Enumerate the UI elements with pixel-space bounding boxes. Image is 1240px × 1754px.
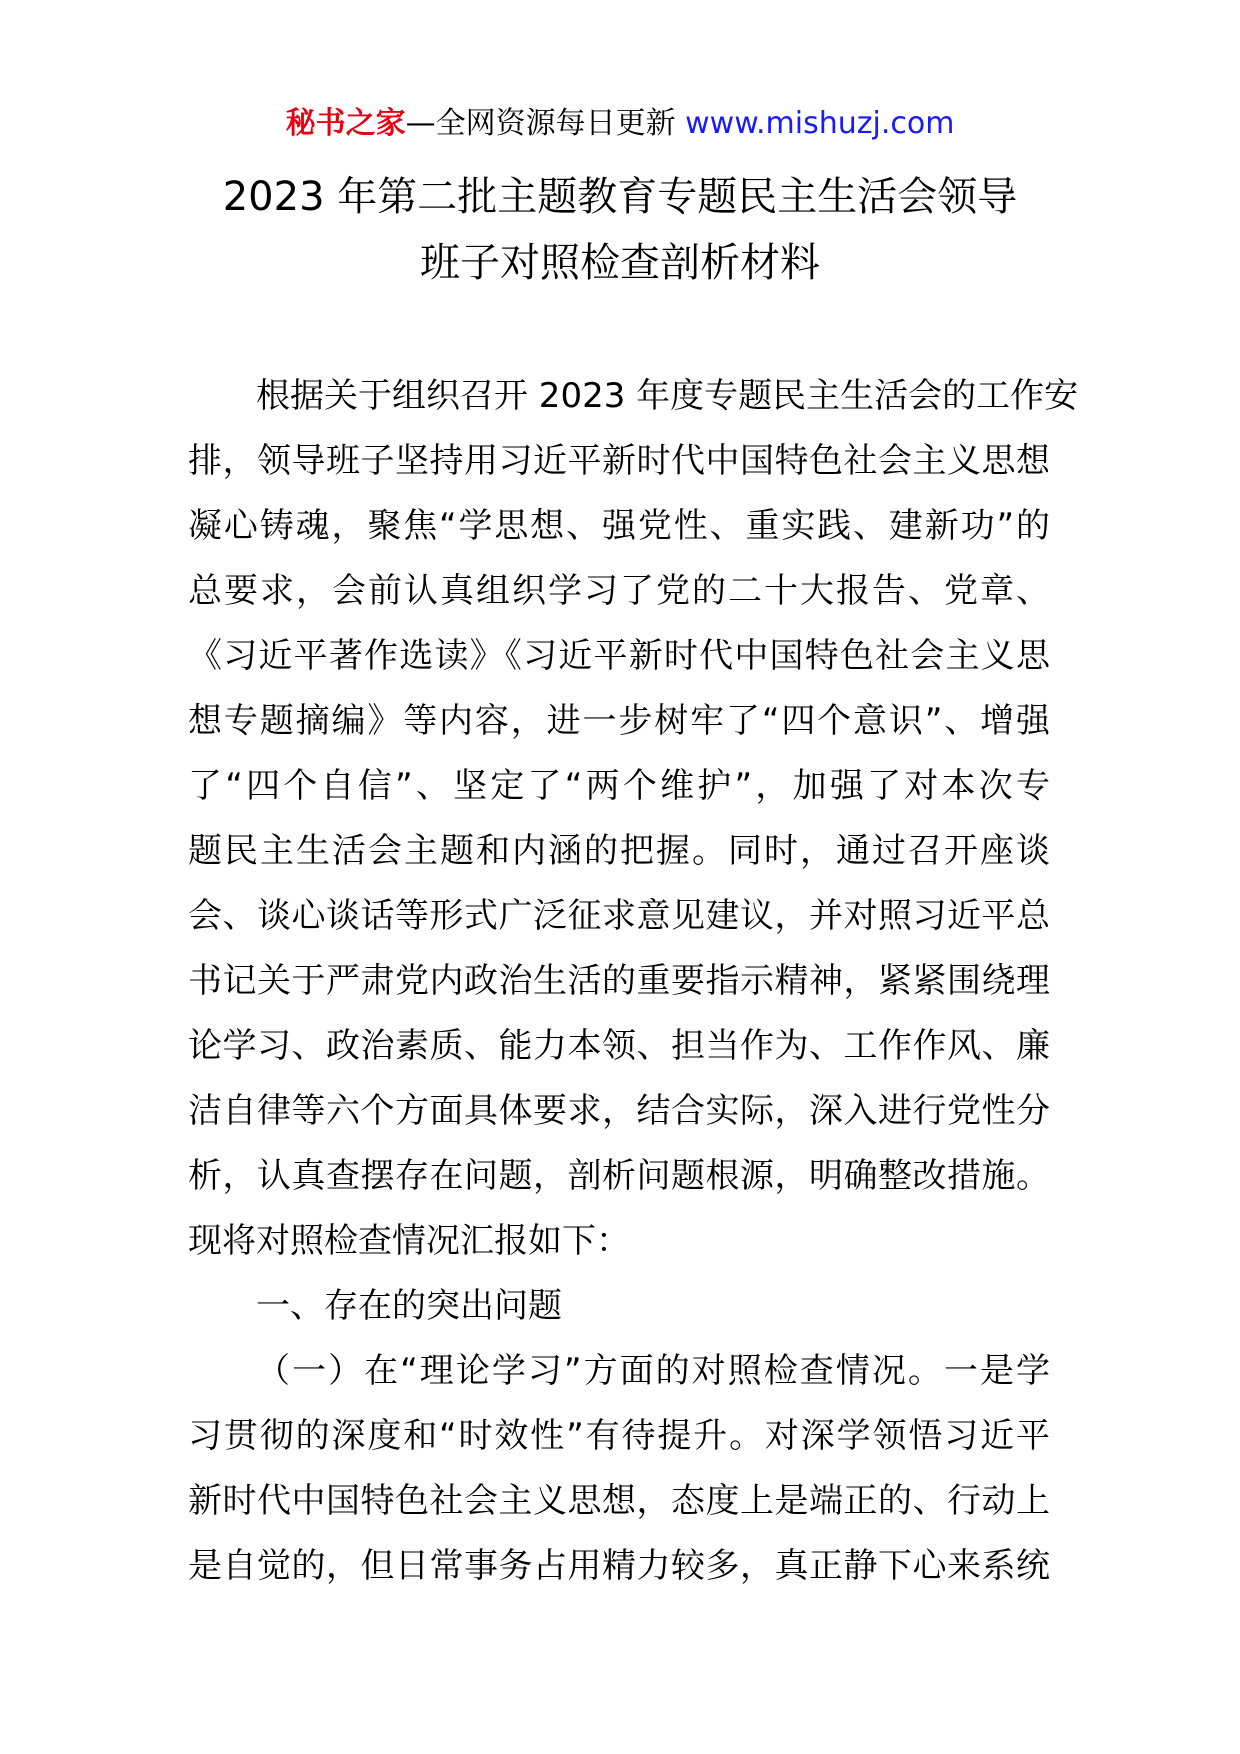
body-line: 论学习、政治素质、能力本领、担当作为、工作作风、廉 <box>188 1026 1050 1066</box>
body-line: 想专题摘编》等内容，进一步树牢了“四个意识”、增强 <box>188 701 1050 741</box>
watermark-header <box>0 104 1240 144</box>
body-line: 凝心铸魂，聚焦“学思想、强党性、重实践、建新功”的 <box>188 506 1050 546</box>
header-slogan: —全网资源每日更新 <box>405 106 686 141</box>
body-line: 总要求，会前认真组织学习了党的二十大报告、党章、 <box>188 571 1050 611</box>
body-line: 析，认真查摆存在问题，剖析问题根源，明确整改措施。 <box>188 1156 1050 1196</box>
body-line: 《习近平著作选读》《习近平新时代中国特色社会主义思 <box>188 636 1050 676</box>
site-url-link[interactable]: www.mishuzj.com <box>685 106 955 141</box>
body-line: 习贯彻的深度和“时效性”有待提升。对深学领悟习近平 <box>188 1416 1050 1456</box>
body-line: 书记关于严肃党内政治生活的重要指示精神，紧紧围绕理 <box>188 961 1050 1001</box>
body-line: 新时代中国特色社会主义思想，态度上是端正的、行动上 <box>188 1481 1050 1521</box>
body-line: 是自觉的，但日常事务占用精力较多，真正静下心来系统 <box>188 1546 1050 1586</box>
body-line: 根据关于组织召开 2023 年度专题民主生活会的工作安 <box>256 376 1079 416</box>
body-line: 洁自律等六个方面具体要求，结合实际，深入进行党性分 <box>188 1091 1050 1131</box>
title-line-2: 班子对照检查剖析材料 <box>420 240 820 286</box>
section-heading: 一、存在的突出问题 <box>256 1286 562 1326</box>
body-line: 排，领导班子坚持用习近平新时代中国特色社会主义思想 <box>188 441 1050 481</box>
document-title <box>0 164 1240 296</box>
body-line: 题民主生活会主题和内涵的把握。同时，通过召开座谈 <box>188 831 1050 871</box>
document-body <box>188 364 1079 1599</box>
body-line: 现将对照检查情况汇报如下： <box>188 1221 630 1261</box>
body-line: 了“四个自信”、坚定了“两个维护”，加强了对本次专 <box>188 766 1050 806</box>
title-line-1: 2023 年第二批主题教育专题民主生活会领导 <box>222 174 1018 220</box>
brand-name: 秘书之家 <box>285 106 406 141</box>
body-line: （一）在“理论学习”方面的对照检查情况。一是学 <box>256 1351 1050 1391</box>
body-line: 会、谈心谈话等形式广泛征求意见建议，并对照习近平总 <box>188 896 1050 936</box>
